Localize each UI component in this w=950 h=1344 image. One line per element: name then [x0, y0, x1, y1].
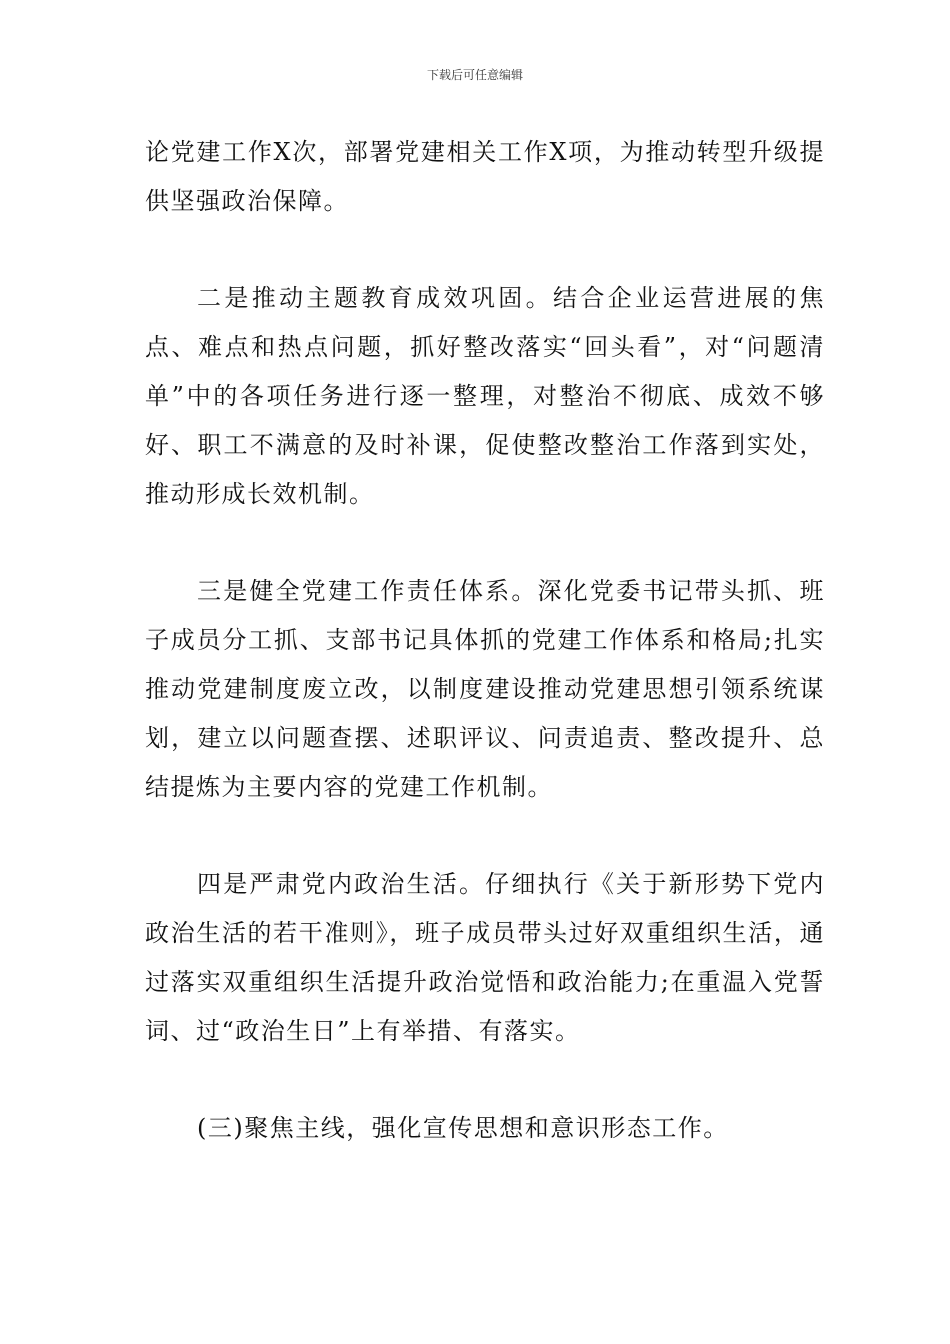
paragraph-gap [145, 519, 825, 567]
document-body [145, 128, 825, 1153]
paragraph-theme-education: 二是推动主题教育成效巩固。结合企业运营进展的焦点、难点和热点问题，抓好整改落实“回头看”，对“问题清单”中的各项任务进行逐一整理，对整治不彻底、成效不够好、职工不满意的及时补课，促使整改整治工作落到实处，推动形成长效机制。 [145, 284, 825, 508]
section-heading-three: (三)聚焦主线，强化宣传思想和意识形态工作。 [197, 1114, 729, 1142]
paragraph-gap [145, 226, 825, 274]
paragraph-gap [145, 812, 825, 860]
paragraph-political-life: 四是严肃党内政治生活。仔细执行《关于新形势下党内政治生活的若干准则》，班子成员带头过好双重组织生活，通过落实双重组织生活提升政治觉悟和政治能力;在重温入党誓词、过“政治生日”上有举措、有落实。 [145, 870, 825, 1045]
paragraph-gap [145, 1056, 825, 1104]
paragraph-responsibility-system: 三是健全党建工作责任体系。深化党委书记带头抓、班子成员分工抓、支部书记具体抓的党建工作体系和格局;扎实推动党建制度废立改，以制度建设推动党建思想引领系统谋划，建立以问题查摆、述职评议、问责追责、整改提升、总结提炼为主要内容的党建工作机制。 [145, 577, 825, 801]
page-header: 下载后可任意编辑 [426, 68, 523, 82]
paragraph-continuation: 论党建工作X次，部署党建相关工作X项，为推动转型升级提供坚强政治保障。 [145, 138, 825, 215]
